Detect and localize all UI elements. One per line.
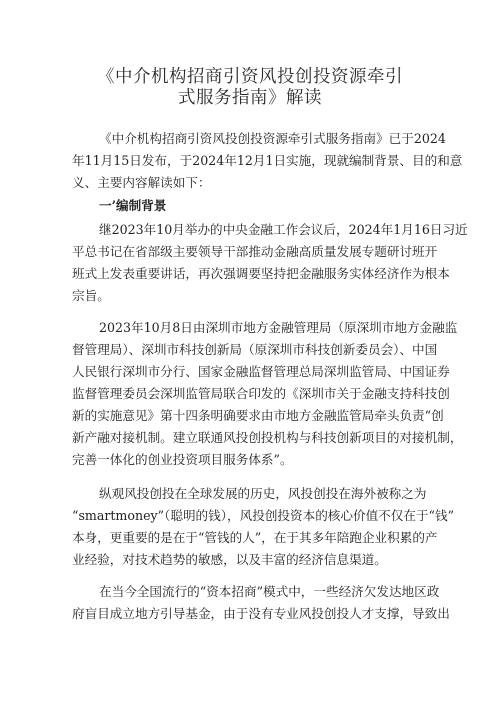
paragraph-4-line-3: 本身，更重要的是在于“管钱的人”，在于其多年陪跑企业积累的产 [72,530,438,545]
document-title-line-1: 《中介机构招商引资风投创投资源牵引 [97,67,403,87]
paragraph-2-line-4: 宗旨。 [72,288,110,303]
paragraph-4-line-4: 业经验，对技术趋势的敏感，以及丰富的经济信息渠道。 [72,552,387,567]
document-title-line-2: 式服务指南》解读 [178,88,322,108]
section-heading-background: 一’编制背景 [99,198,167,213]
paragraph-3-line-5: 新的实施意见》第十四条明确要求由市地方金融监管局牵头负责“创 [72,408,444,423]
paragraph-2-line-3: 班式上发表重要讲话，再次强调要坚持把金融服务实体经济作为根本 [72,266,450,281]
paragraph-3-line-3: 人民银行深圳市分行、国家金融监督管理总局深圳监管局、中国证券 [72,364,450,379]
paragraph-1-line-2: 年11月15日发布，于2024年12月1日实施，现就编制背景、目的和意 [72,153,463,168]
paragraph-4-line-1: 纵观风投创投在全球发展的历史，风投创投在海外被称之为 [99,486,427,501]
paragraph-5-line-2: 府盲目成立地方引导基金，由于没有专业风投创投人才支撑，导致出 [72,606,450,621]
paragraph-3-line-6: 新产融对接机制。建立联通风投创投机构与科技创新项目的对接机制， [72,430,463,445]
paragraph-3-line-2: 督管理局）、深圳市科技创新局（原深圳市科技创新委员会）、中国 [72,342,438,357]
paragraph-3-line-1: 2023年10月8日由深圳市地方金融管理局（原深圳市地方金融监 [99,320,458,335]
paragraph-4-line-2: “smartmoney”（聪明的钱），风投创投资本的核心价值不仅在于“钱” [72,508,455,523]
paragraph-3-line-7: 完善一体化的创业投资项目服务体系”。 [72,452,293,467]
paragraph-1-line-1: 《中介机构招商引资风投创投资源牵引式服务指南》已于2024 [99,131,446,146]
paragraph-1-line-3: 义、主要内容解读如下： [72,175,211,190]
paragraph-2-line-2: 平总书记在省部级主要领导干部推动金融高质量发展专题研讨班开 [72,244,438,259]
paragraph-3-line-4: 监督管理委员会深圳监管局联合印发的《深圳市关于金融支持科技创 [72,386,450,401]
paragraph-5-line-1: 在当今全国流行的“资本招商”模式中，一些经济欠发达地区政 [99,584,440,599]
paragraph-2-line-1: 继2023年10月举办的中央金融工作会议后，2024年1月16日习近 [99,222,468,237]
